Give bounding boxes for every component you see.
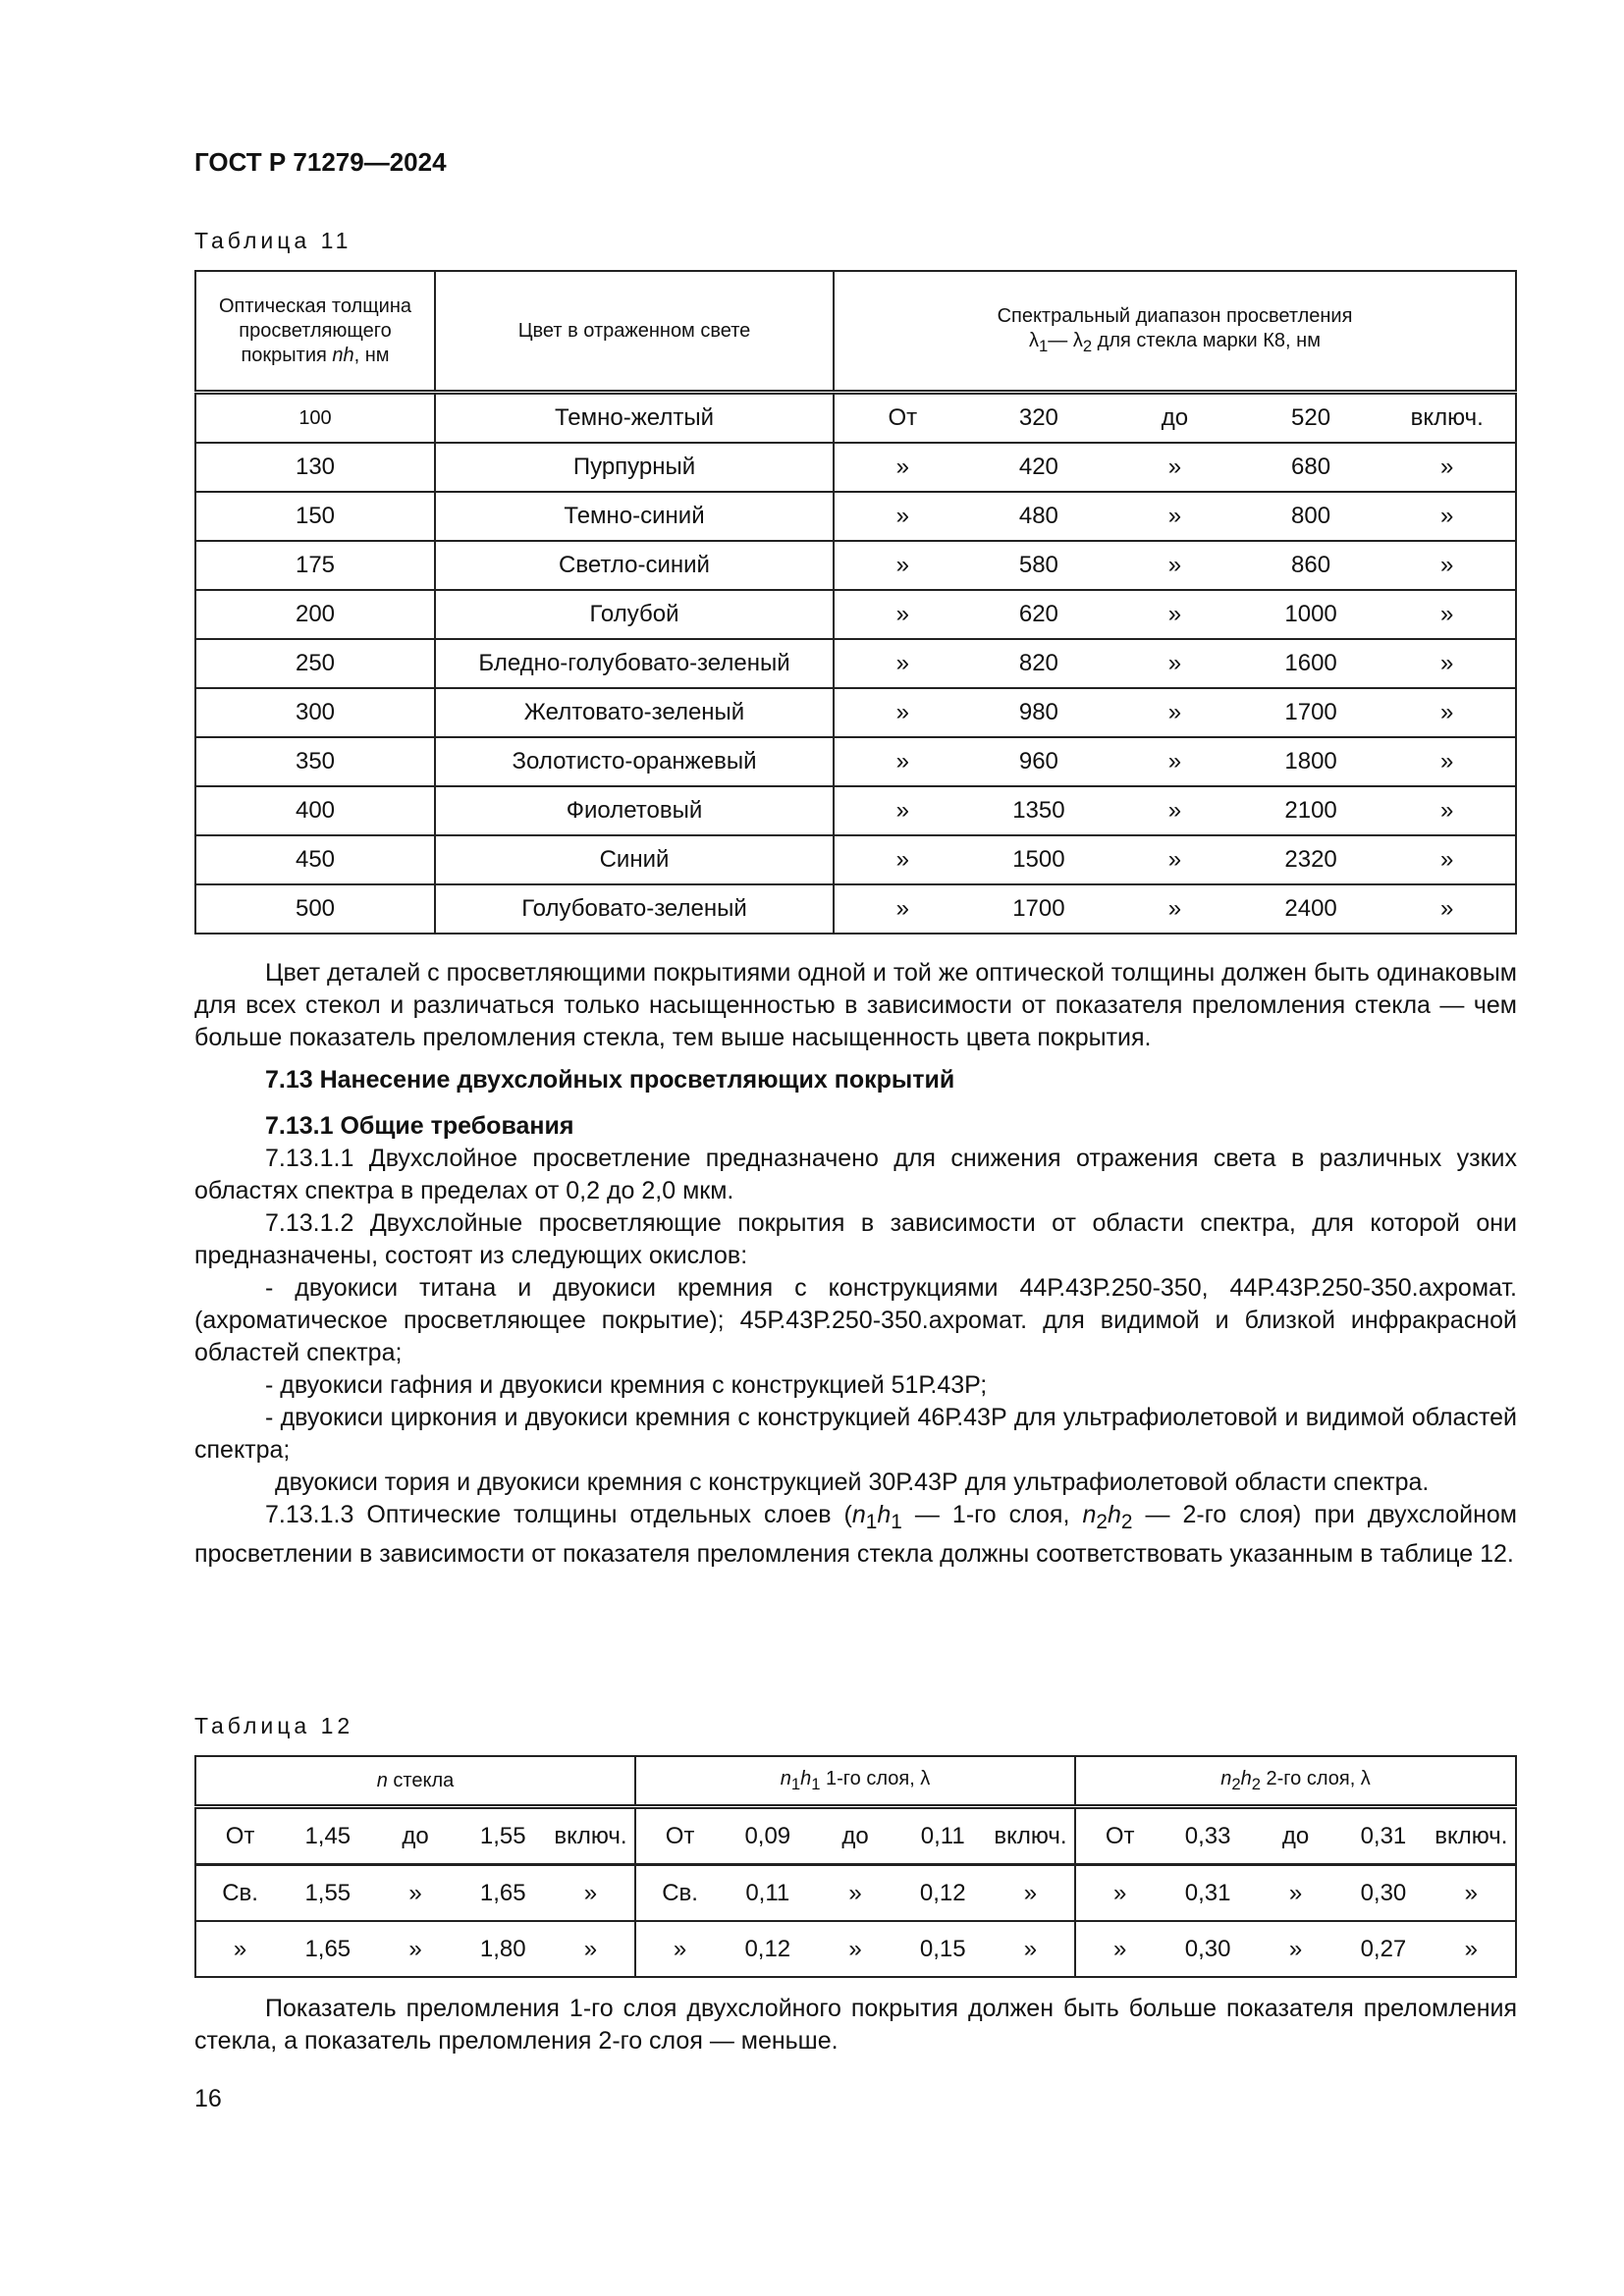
range-part: » [1288,1935,1303,1962]
range-part: 800 [1291,503,1331,529]
table-row [195,1921,1516,1977]
range-part: 1700 [1284,699,1337,725]
table-12-label: Таблица 12 [194,1713,354,1738]
range-part: до [402,1822,429,1849]
table-row [195,639,1516,688]
range-part: » [1439,650,1454,676]
col-header-n-glass: n стекла [195,1756,635,1807]
cell-range [834,639,1516,688]
table-11 [194,270,1517,934]
range-part: » [1439,748,1454,774]
cell-color: Светло-синий [435,541,834,590]
list-item: двуокиси тория и двуокиси кремния с конструкцией 30Р.43Р для ультрафиолетовой области спектра. [275,1468,1430,1496]
range-part: » [1113,1935,1127,1962]
cell-thickness: 175 [195,541,435,590]
range-part: 320 [1018,404,1058,431]
range-part: 0,30 [1184,1935,1231,1962]
table-row [195,541,1516,590]
range-part: 1,55 [304,1879,352,1906]
table-row [195,884,1516,934]
range-part: до [1161,404,1189,431]
range-part: » [848,1935,862,1962]
range-header-line2: $\lambda_1—$ $\lambda_2$ для стекла марки К8, нм [1029,329,1321,355]
range-part: 0,33 [1184,1822,1231,1849]
range-part: 960 [1018,748,1058,774]
cell-range [834,492,1516,541]
range-part: » [1439,503,1454,529]
range-part: » [1167,650,1182,676]
subsection-heading: 7.13.1 Общие требования [265,1112,574,1140]
cell-range [834,786,1516,835]
range-part: » [895,650,909,676]
range-part: 0,09 [744,1822,791,1849]
table-row [195,1807,1516,1865]
cell-range [834,884,1516,934]
cell-range [834,443,1516,492]
range-part: включ. [994,1822,1067,1849]
range-part: Св. [662,1879,698,1906]
range-part: » [1439,601,1454,627]
range-part: 1350 [1012,797,1065,824]
list-item: - двуокиси циркония и двуокиси кремния с конструкцией 46Р.43Р для ультрафиолетовой и видимой областей спектра; [194,1404,1517,1464]
cell-thickness: 100 [195,393,435,444]
range-part: » [1167,797,1182,824]
page-number: 16 [194,2085,222,2112]
range-part: 1800 [1284,748,1337,774]
range-part: » [408,1879,422,1906]
range-part: 1,45 [304,1822,352,1849]
range-part: » [1023,1879,1038,1906]
range-part: » [895,552,909,578]
range-part: до [841,1822,869,1849]
cell-thickness: 200 [195,590,435,639]
range-part: 0,12 [744,1935,791,1962]
cell-range [834,541,1516,590]
cell-thickness: 250 [195,639,435,688]
range-part: » [895,601,909,627]
range-part: » [1023,1935,1038,1962]
cell-thickness: 130 [195,443,435,492]
range-part: » [583,1879,598,1906]
col-header-color: Цвет в отраженном свете [435,271,834,393]
range-part: 620 [1018,601,1058,627]
paragraph-block [194,957,1517,1571]
range-part: 0,31 [1184,1879,1231,1906]
range-part: » [1167,601,1182,627]
range-part: 2320 [1284,846,1337,873]
cell-range [635,1921,1075,1977]
cell-thickness: 150 [195,492,435,541]
table-row [195,786,1516,835]
cell-color: Фиолетовый [435,786,834,835]
range-part: 1700 [1012,895,1065,922]
range-part: 1,65 [304,1935,352,1962]
cell-color: Темно-желтый [435,393,834,444]
cell-color: Голубовато-зеленый [435,884,834,934]
range-part: » [848,1879,862,1906]
range-part: 1500 [1012,846,1065,873]
range-part: 1600 [1284,650,1337,676]
range-part: 2100 [1284,797,1337,824]
table-row [195,1865,1516,1922]
range-part: » [1167,748,1182,774]
range-part: 0,15 [919,1935,966,1962]
range-part: 580 [1018,552,1058,578]
range-part: 820 [1018,650,1058,676]
cell-range [1075,1921,1516,1977]
cell-range [195,1807,635,1865]
range-part: От [888,404,918,431]
cell-color: Голубой [435,590,834,639]
cell-range [195,1921,635,1977]
range-part: 0,27 [1360,1935,1407,1962]
range-part: 1,65 [479,1879,526,1906]
cell-color: Синий [435,835,834,884]
range-part: 0,31 [1360,1822,1407,1849]
cell-thickness: 450 [195,835,435,884]
range-part: » [233,1935,247,1962]
final-paragraph [194,1993,1517,2057]
range-part: » [1167,552,1182,578]
range-part: 860 [1291,552,1331,578]
cell-range [834,737,1516,786]
cell-color: Темно-синий [435,492,834,541]
range-part: 680 [1291,454,1331,480]
table-11-label: Таблица 11 [194,228,352,253]
range-part: » [895,748,909,774]
cell-range [635,1807,1075,1865]
table-row [195,590,1516,639]
range-part: » [895,454,909,480]
cell-range [195,1865,635,1922]
range-part: 0,11 [920,1822,965,1849]
table-row [195,443,1516,492]
cell-color: Бледно-голубовато-зеленый [435,639,834,688]
paragraph: 7.13.1.3 Оптические толщины отдельных слоев ($n_1h_1$ — 1-го слоя, $n_2h_2$ — 2-го слоя) при двухслойном просветлении в зависимости от показателя преломления стекла должны соответствовать указанным в таблице 12. [194,1501,1517,1568]
range-part: » [895,699,909,725]
range-part: » [1439,846,1454,873]
cell-range [834,835,1516,884]
col-header-thickness: Оптическая толщина просветляющего покрытия nh, нм [195,271,435,393]
range-part: От [665,1822,695,1849]
range-part: » [673,1935,687,1962]
range-part: » [408,1935,422,1962]
range-part: включ. [554,1822,627,1849]
range-part: » [895,846,909,873]
cell-color: Желтовато-зеленый [435,688,834,737]
range-part: От [225,1822,255,1849]
table-12 [194,1755,1517,1978]
range-part: 980 [1018,699,1058,725]
cell-range [1075,1865,1516,1922]
range-part: » [1167,503,1182,529]
table-row [195,393,1516,444]
range-part: 0,30 [1360,1879,1407,1906]
document-header: ГОСТ Р 71279—2024 [194,147,447,177]
cell-thickness: 350 [195,737,435,786]
cell-range [1075,1807,1516,1865]
section-heading: 7.13 Нанесение двухслойных просветляющих покрытий [265,1066,955,1094]
cell-thickness: 500 [195,884,435,934]
range-part: » [1439,552,1454,578]
range-part: » [1439,454,1454,480]
col-header-layer1: $n_1h_1$ 1-го слоя, λ [635,1756,1075,1807]
range-part: включ. [1410,404,1484,431]
range-part: 1,80 [479,1935,526,1962]
range-part: » [1464,1879,1478,1906]
range-part: » [1288,1879,1303,1906]
range-part: 520 [1291,404,1331,431]
range-part: 0,11 [745,1879,790,1906]
range-part: » [895,797,909,824]
paragraph: 7.13.1.2 Двухслойные просветляющие покрытия в зависимости от области спектра, для которой они предназначены, состоят из следующих окислов: [194,1209,1517,1269]
range-part: » [1167,846,1182,873]
list-item: - двуокиси гафния и двуокиси кремния с конструкцией 51Р.43Р; [265,1371,988,1399]
range-part: » [895,503,909,529]
range-part: » [1439,797,1454,824]
paragraph: Цвет деталей с просветляющими покрытиями одной и той же оптической толщины должен быть одинаковым для всех стекол и различаться только насыщенностью в зависимости от показателя преломления стекла — чем больше показатель преломления стекла, тем выше насыщенность цвета покрытия. [194,959,1517,1051]
range-part: 1000 [1284,601,1337,627]
range-part: 2400 [1284,895,1337,922]
paragraph: 7.13.1.1 Двухслойное просветление предназначено для снижения отражения света в различных узких областях спектра в пределах от 0,2 до 2,0 мкм. [194,1145,1517,1204]
range-part: » [1167,895,1182,922]
range-part: 1,55 [479,1822,526,1849]
range-part: 420 [1018,454,1058,480]
table-row [195,688,1516,737]
range-part: » [1439,699,1454,725]
range-part: » [1464,1935,1478,1962]
cell-range [834,590,1516,639]
table-row [195,737,1516,786]
list-item: - двуокиси титана и двуокиси кремния с конструкциями 44Р.43Р.250-350, 44Р.43Р.250-350.ахромат. (ахроматическое просветляющее покрытие); 45Р.43Р.250-350.ахромат. для видимой и близкой инфракрасной областей спектра; [194,1274,1517,1366]
range-part: 0,12 [919,1879,966,1906]
cell-range [834,688,1516,737]
range-part: Св. [222,1879,258,1906]
range-part: » [1439,895,1454,922]
range-header-line1: Спектральный диапазон просветления [997,304,1353,327]
range-part: » [895,895,909,922]
range-part: От [1105,1822,1135,1849]
cell-color: Золотисто-оранжевый [435,737,834,786]
range-part: включ. [1435,1822,1508,1849]
table-row [195,835,1516,884]
range-part: » [1167,454,1182,480]
range-part: » [583,1935,598,1962]
cell-thickness: 300 [195,688,435,737]
cell-range [834,393,1516,444]
cell-color: Пурпурный [435,443,834,492]
range-part: » [1113,1879,1127,1906]
cell-thickness: 400 [195,786,435,835]
range-part: 480 [1018,503,1058,529]
col-header-layer2: $n_2h_2$ 2-го слоя, λ [1075,1756,1516,1807]
range-part: до [1281,1822,1310,1849]
table-row [195,492,1516,541]
col-header-range [834,271,1516,393]
cell-range [635,1865,1075,1922]
paragraph: Показатель преломления 1-го слоя двухслойного покрытия должен быть больше показателя преломления стекла, а показатель преломления 2-го слоя — меньше. [194,1995,1517,2055]
range-part: » [1167,699,1182,725]
